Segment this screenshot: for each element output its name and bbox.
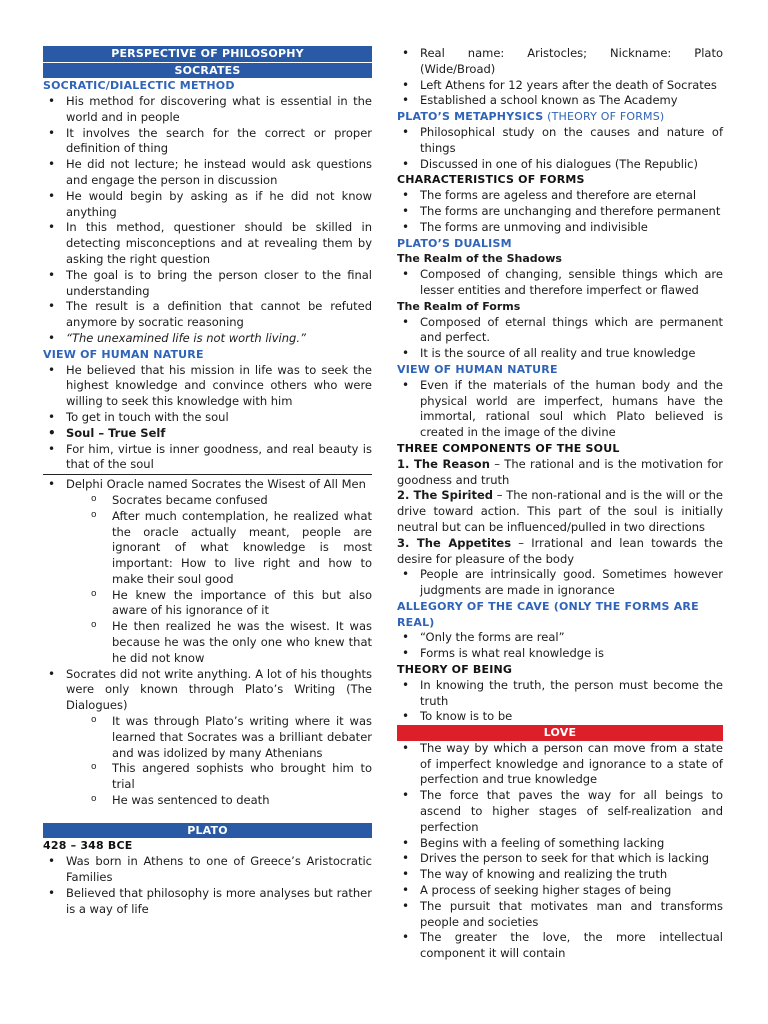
list-item: • Drives the person to seek for that which is lacking [397, 851, 723, 867]
left-column [43, 46, 372, 917]
soul-heading: THREE COMPONENTS OF THE SOUL [397, 441, 620, 455]
soul-item-text: – The non-rational and is the will or the drive toward action. This part of the soul is initially neutral but can be influenced/pulled in two directions [397, 488, 723, 534]
list-item: • For him, virtue is inner goodness, and real beauty is that of the soul [43, 442, 372, 474]
title-banner: PERSPECTIVE OF PHILOSOPHY [43, 46, 372, 62]
soul-item-label: 3. The Appetites [397, 535, 512, 550]
plato-banner: PLATO [43, 823, 372, 839]
love-list [397, 741, 723, 962]
realm-forms-list [397, 315, 723, 362]
soul-item [397, 457, 723, 489]
sub-item: o He knew the importance of this but also aware of his ignorance of it [43, 588, 372, 620]
spacer [43, 809, 372, 823]
sub-item: o He then realized he was the wisest. It was because he was the only one who knew that he did not know [43, 619, 372, 666]
soul-item-text: – Irrational and lean towards the desire for pleasure of the body [397, 535, 723, 566]
socratic-method-heading: SOCRATIC/DIALECTIC METHOD [43, 79, 235, 93]
soul-item-text: – The rational and is the motivation for goodness and truth [397, 456, 724, 487]
love-banner: LOVE [397, 725, 723, 741]
soul-item [397, 536, 723, 568]
sub-item: o This angered sophists who brought him to trial [43, 761, 372, 793]
soul-list [397, 567, 723, 599]
divider [43, 474, 372, 475]
method-list [43, 94, 372, 347]
metaphysics-heading-sub: (THEORY OF FORMS) [543, 110, 665, 124]
list-item: • Philosophical study on the causes and nature of things [397, 125, 723, 157]
allegory-heading: ALLEGORY OF THE CAVE (ONLY THE FORMS ARE REAL) [397, 599, 699, 629]
list-item: • Forms is what real knowledge is [397, 646, 723, 662]
sub-item: o It was through Plato’s writing where it was learned that Socrates was a brilliant debater and was idolized by many Athenians [43, 714, 372, 761]
list-item: • The pursuit that motivates man and transforms people and societies [397, 899, 723, 931]
sub-item: o Socrates became confused [43, 493, 372, 509]
shadows-heading: The Realm of the Shadows [397, 252, 562, 266]
socrates-banner: SOCRATES [43, 63, 372, 79]
soul-item-label: 2. The Spirited [397, 488, 493, 503]
list-item: • Real name: Aristocles; Nickname: Plato (Wide/Broad) [397, 46, 723, 78]
list-item: • Delphi Oracle named Socrates the Wisest of All Men [43, 477, 372, 493]
sub-item: o After much contemplation, he realized what the oracle actually meant, people are ignorant of what knowledge is most important: How to live right and how to make their soul good [43, 509, 372, 588]
list-item: • He would begin by asking as if he did not know anything [43, 189, 372, 221]
list-item: • To know is to be [397, 709, 723, 725]
list-item: • The way by which a person can move from a state of imperfect knowledge and ignorance to a state of perfection and true knowledge [397, 741, 723, 788]
right-column [397, 46, 723, 962]
sub-item: o He was sentenced to death [43, 793, 372, 809]
list-item: • The greater the love, the more intellectual component it will contain [397, 930, 723, 962]
metaphysics-list [397, 125, 723, 172]
human-nature-heading: VIEW OF HUMAN NATURE [43, 347, 204, 361]
allegory-list [397, 630, 723, 662]
list-item: • Begins with a feeling of something lacking [397, 836, 723, 852]
list-item: • The forms are unmoving and indivisible [397, 220, 723, 236]
metaphysics-heading-text: PLATO’S METAPHYSICS [397, 110, 544, 124]
list-item: • Socrates did not write anything. A lot of his thoughts were only known through Plato’s Writing (The Dialogues) [43, 667, 372, 714]
metaphysics-heading [397, 109, 723, 125]
list-item: • It involves the search for the correct or proper definition of thing [43, 126, 372, 158]
nature-list [43, 363, 372, 474]
human-nature-list [397, 378, 723, 441]
list-item: • Was born in Athens to one of Greece’s Aristocratic Families [43, 854, 372, 886]
being-heading: THEORY OF BEING [397, 663, 513, 677]
forms-list [397, 188, 723, 235]
plato-list [43, 854, 372, 917]
list-item: • He believed that his mission in life was to seek the highest knowledge and convince others who were willing to seek this knowledge with him [43, 363, 372, 410]
dualism-heading: PLATO’S DUALISM [397, 236, 512, 250]
plato-years: 428 – 348 BCE [43, 839, 133, 853]
soul-item-label: 1. The Reason [397, 456, 490, 471]
list-item: • The forms are ageless and therefore are eternal [397, 188, 723, 204]
list-item: • The forms are unchanging and therefore permanent [397, 204, 723, 220]
list-item: • In knowing the truth, the person must become the truth [397, 678, 723, 710]
quote-item: • “The unexamined life is not worth living.” [43, 331, 372, 347]
list-item: • In this method, questioner should be skilled in detecting misconceptions and at revealing them by asking the right question [43, 220, 372, 267]
realm-forms-heading: The Realm of Forms [397, 299, 521, 313]
shadows-list [397, 267, 723, 299]
list-item: • It is the source of all reality and true knowledge [397, 346, 723, 362]
list-item: • His method for discovering what is essential in the world and in people [43, 94, 372, 126]
list-item: • People are intrinsically good. Sometimes however judgments are made in ignorance [397, 567, 723, 599]
list-item: • To get in touch with the soul [43, 410, 372, 426]
list-item: • The way of knowing and realizing the truth [397, 867, 723, 883]
list-item: • The goal is to bring the person closer to the final understanding [43, 268, 372, 300]
list-item: • Composed of eternal things which are permanent and perfect. [397, 315, 723, 347]
list-item: • The force that paves the way for all beings to ascend to higher stages of self-realization and perfection [397, 788, 723, 835]
list-item: • Discussed in one of his dialogues (The Republic) [397, 157, 723, 173]
human-nature-heading: VIEW OF HUMAN NATURE [397, 362, 558, 376]
being-list [397, 678, 723, 725]
list-item: • Left Athens for 12 years after the death of Socrates [397, 78, 723, 94]
list-item: • The result is a definition that cannot be refuted anymore by socratic reasoning [43, 299, 372, 331]
list-item: • Established a school known as The Academy [397, 93, 723, 109]
soul-item [397, 488, 723, 535]
intro-list [397, 46, 723, 109]
forms-heading: CHARACTERISTICS OF FORMS [397, 173, 585, 187]
list-item: • A process of seeking higher stages of being [397, 883, 723, 899]
list-item: • He did not lecture; he instead would ask questions and engage the person in discussion [43, 157, 372, 189]
oracle-list [43, 477, 372, 809]
list-item: • Even if the materials of the human body and the physical world are imperfect, humans have the immortal, rational soul which Plato believed is created in the image of the divine [397, 378, 723, 441]
list-item: • “Only the forms are real” [397, 630, 723, 646]
list-item: • Composed of changing, sensible things which are lesser entities and therefore imperfect or flawed [397, 267, 723, 299]
list-item: • Soul – True Self [43, 426, 372, 442]
list-item: • Believed that philosophy is more analyses but rather is a way of life [43, 886, 372, 918]
